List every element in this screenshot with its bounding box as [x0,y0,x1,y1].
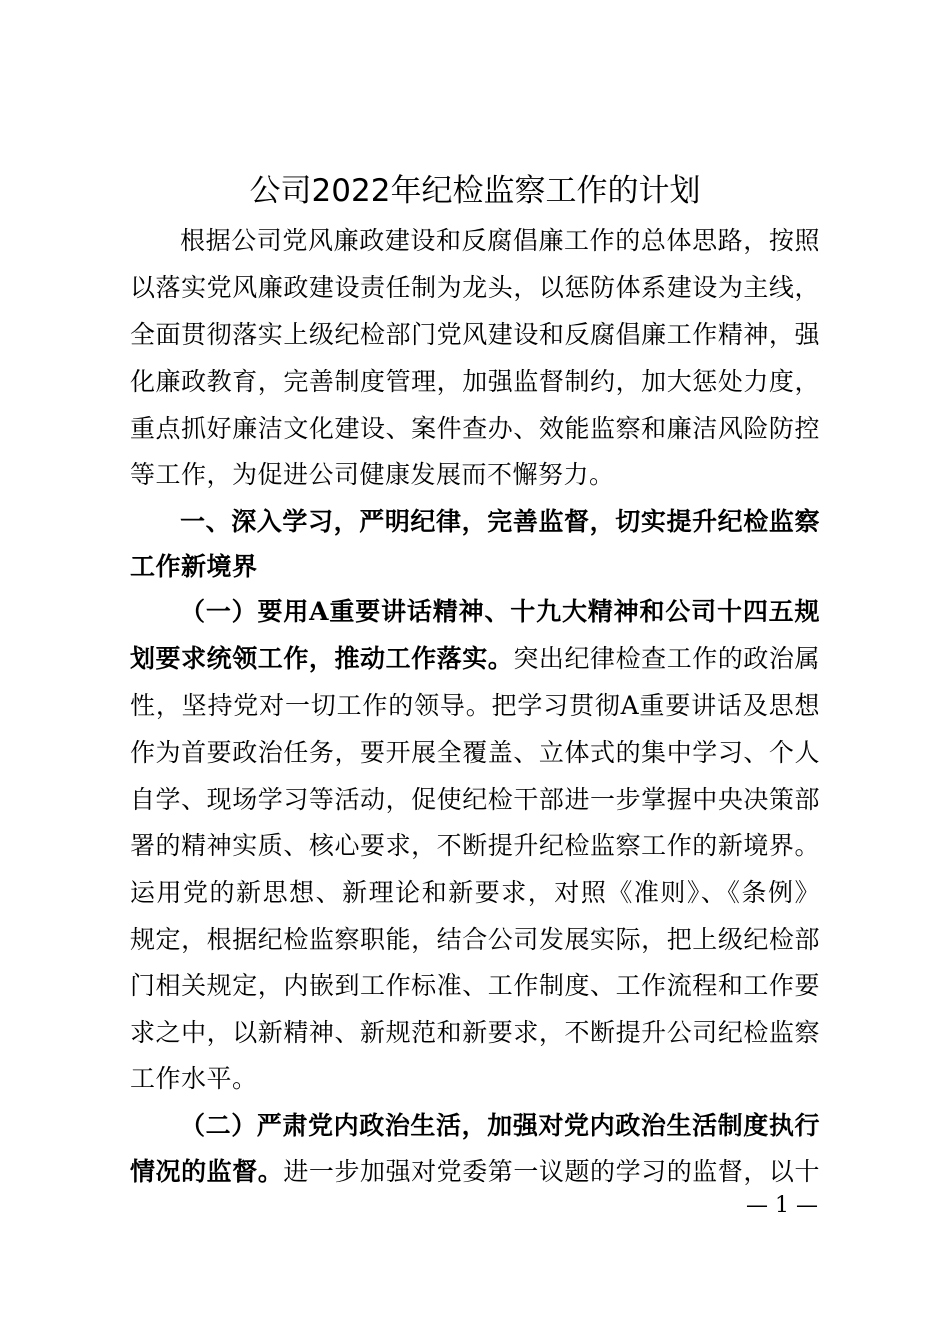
item-lead: （二）严肃党内政治生活，加强对党内政治生活制度执行 [180,1111,820,1140]
item-line: 性，坚持党对一切工作的领导。把学习贯彻A重要讲话及思想 [130,691,820,720]
item-line: 作为首要政治任务，要开展全覆盖、立体式的集中学习、个人 [130,738,820,767]
intro-line: 重点抓好廉洁文化建设、案件查办、效能监察和廉洁风险防控 [130,414,820,443]
document-title: 公司2022年纪检监察工作的计划 [249,173,701,209]
item-line: 自学、现场学习等活动，促使纪检干部进一步掌握中央决策部 [130,785,820,814]
item-body: 突出纪律检查工作的政治属 [513,644,820,673]
item-line: 规定，根据纪检监察职能，结合公司发展实际，把上级纪检部 [130,925,820,954]
item-body: 进一步加强对党委第一议题的学习的监督，以十 [283,1157,820,1186]
intro-line: 化廉政教育，完善制度管理，加强监督制约，加大惩处力度， [130,367,820,396]
item-line [130,1154,820,1190]
item-line: 求之中，以新精神、新规范和新要求，不断提升公司纪检监察 [130,1018,820,1047]
section-heading: 一、深入学习，严明纪律，完善监督，切实提升纪检监察 [180,507,820,536]
intro-line: 等工作，为促进公司健康发展而不懈努力。 [130,460,615,489]
item-line: 门相关规定，内嵌到工作标准、工作制度、工作流程和工作要 [130,971,820,1000]
item-line: 运用党的新思想、新理论和新要求，对照《准则》、《条例》 [130,878,820,907]
item-lead: 情况的监督。 [130,1157,284,1186]
intro-line: 全面贯彻落实上级纪检部门党风建设和反腐倡廉工作精神，强 [130,320,820,349]
section-heading: 工作新境界 [130,552,258,581]
item-line: 署的精神实质、核心要求，不断提升纪检监察工作的新境界。 [130,831,820,860]
intro-line: 根据公司党风廉政建设和反腐倡廉工作的总体思路，按照 [180,226,820,255]
intro-line: 以落实党风廉政建设责任制为龙头，以惩防体系建设为主线， [130,273,820,302]
item-lead: 划要求统领工作，推动工作落实。 [130,644,514,673]
item-line [130,641,820,677]
item-line: 工作水平。 [130,1064,258,1093]
page-number: — 1 — [746,1193,818,1218]
item-lead: （一）要用A重要讲话精神、十九大精神和公司十四五规 [180,597,820,626]
